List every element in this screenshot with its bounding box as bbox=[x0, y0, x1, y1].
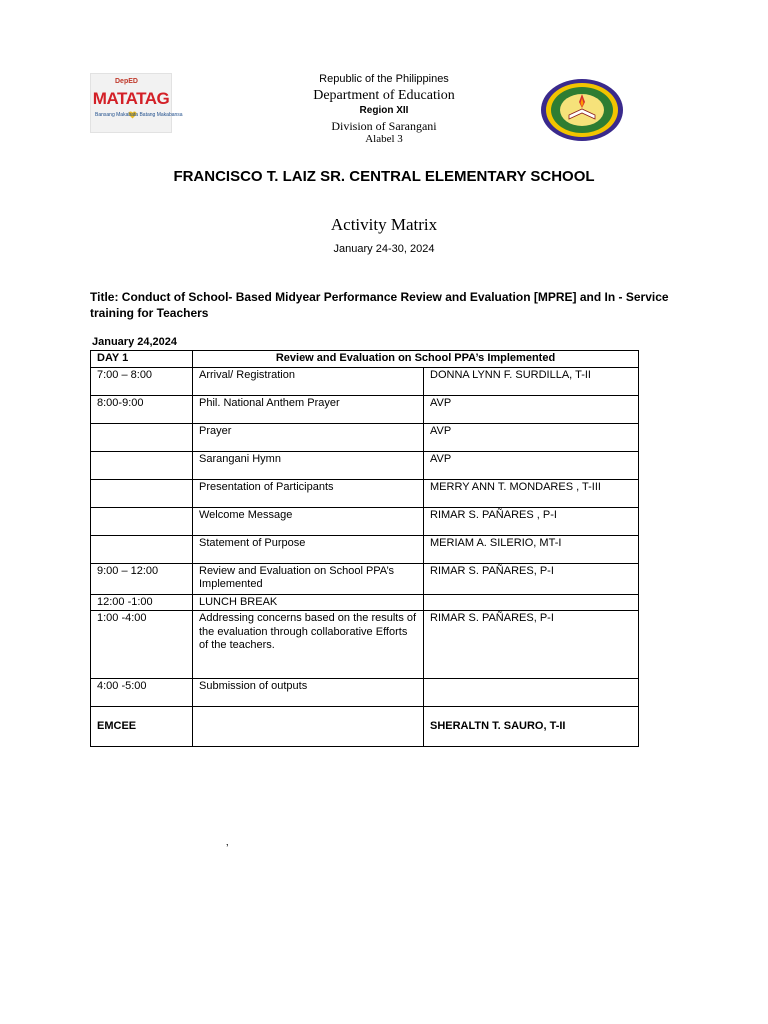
person-cell: MERRY ANN T. MONDARES , T-III bbox=[424, 479, 639, 507]
person-cell bbox=[424, 594, 639, 611]
table-row bbox=[91, 594, 639, 611]
person-cell: RIMAR S. PAÑARES, P-I bbox=[424, 563, 639, 594]
activity-cell: Review and Evaluation on School PPA’s Implemented bbox=[193, 563, 424, 594]
person-cell: RIMAR S. PAÑARES, P-I bbox=[424, 611, 639, 679]
activity-cell: Statement of Purpose bbox=[193, 535, 424, 563]
activity-cell: Prayer bbox=[193, 423, 424, 451]
logo-tagline: Bansang Makabata Batang Makabansa bbox=[95, 112, 183, 118]
header-department: Department of Education bbox=[313, 88, 455, 103]
time-cell: 8:00-9:00 bbox=[91, 395, 193, 423]
table-row bbox=[91, 395, 639, 423]
activity-cell: Phil. National Anthem Prayer bbox=[193, 395, 424, 423]
date-range: January 24-30, 2024 bbox=[333, 243, 435, 255]
table-row bbox=[91, 367, 639, 395]
stray-mark: ‚ bbox=[226, 836, 229, 848]
table-row bbox=[91, 563, 639, 594]
table-row bbox=[91, 451, 639, 479]
emcee-row bbox=[91, 707, 639, 747]
header-division: Division of Sarangani bbox=[331, 119, 437, 133]
person-cell: DONNA LYNN F. SURDILLA, T-II bbox=[424, 367, 639, 395]
activity-cell: Addressing concerns based on the results of the evaluation through collaborative Efforts of the teachers. bbox=[193, 611, 424, 679]
table-row bbox=[91, 423, 639, 451]
time-cell bbox=[91, 479, 193, 507]
person-cell: AVP bbox=[424, 423, 639, 451]
table-row bbox=[91, 679, 639, 707]
person-cell bbox=[424, 679, 639, 707]
time-cell: 4:00 -5:00 bbox=[91, 679, 193, 707]
logo-matatag-text: MATATAG bbox=[92, 89, 170, 108]
time-cell: 7:00 – 8:00 bbox=[91, 367, 193, 395]
header-region: Region XII bbox=[359, 105, 409, 116]
activity-cell: Arrival/ Registration bbox=[193, 367, 424, 395]
day-label: DAY 1 bbox=[91, 351, 193, 368]
time-cell: 12:00 -1:00 bbox=[91, 594, 193, 611]
time-cell bbox=[91, 451, 193, 479]
school-name: FRANCISCO T. LAIZ SR. CENTRAL ELEMENTARY SCHOOL bbox=[173, 168, 595, 185]
header-republic: Republic of the Philippines bbox=[319, 73, 449, 85]
logo-deped-text: DepED bbox=[115, 78, 138, 85]
time-cell bbox=[91, 535, 193, 563]
activity-cell: Presentation of Participants bbox=[193, 479, 424, 507]
activity-cell: Welcome Message bbox=[193, 507, 424, 535]
time-cell: 1:00 -4:00 bbox=[91, 611, 193, 679]
activity-cell: Submission of outputs bbox=[193, 679, 424, 707]
activity-cell: LUNCH BREAK bbox=[193, 594, 424, 611]
table-row bbox=[91, 611, 639, 679]
emcee-label: EMCEE bbox=[91, 707, 193, 747]
header-district: Alabel 3 bbox=[365, 133, 403, 145]
activity-cell: Sarangani Hymn bbox=[193, 451, 424, 479]
table-date: January 24,2024 bbox=[92, 336, 178, 348]
time-cell: 9:00 – 12:00 bbox=[91, 563, 193, 594]
time-cell bbox=[91, 423, 193, 451]
table-row bbox=[91, 479, 639, 507]
person-cell: RIMAR S. PAÑARES , P-I bbox=[424, 507, 639, 535]
emcee-name: SHERALTN T. SAURO, T-II bbox=[424, 707, 639, 747]
emcee-activity-cell bbox=[193, 707, 424, 747]
table-header-row bbox=[91, 351, 639, 368]
activity-title: Title: Conduct of School- Based Midyear Performance Review and Evaluation [MPRE] and In - Service training for Teachers bbox=[90, 290, 669, 320]
person-cell: AVP bbox=[424, 451, 639, 479]
table-row bbox=[91, 535, 639, 563]
person-cell: MERIAM A. SILERIO, MT-I bbox=[424, 535, 639, 563]
day-theme: Review and Evaluation on School PPA’s Implemented bbox=[193, 351, 639, 368]
person-cell: AVP bbox=[424, 395, 639, 423]
table-row bbox=[91, 507, 639, 535]
activity-matrix-table bbox=[90, 350, 639, 747]
document-title: Activity Matrix bbox=[330, 215, 438, 234]
time-cell bbox=[91, 507, 193, 535]
